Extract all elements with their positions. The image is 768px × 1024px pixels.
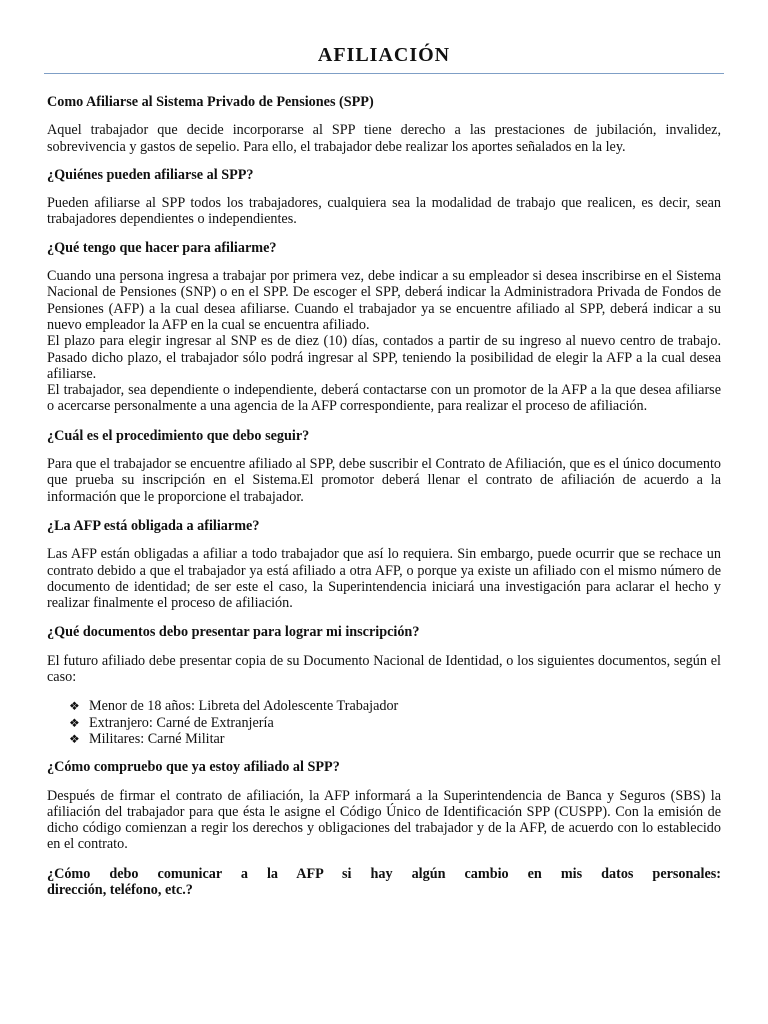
section-heading: ¿Cuál es el procedimiento que debo seguir? — [47, 427, 310, 444]
section-heading-continued: dirección, teléfono, etc.? — [47, 881, 193, 898]
list-item-text: Extranjero: Carné de Extranjería — [89, 714, 274, 731]
paragraph: El trabajador, sea dependiente o independiente, deberá contactarse con un promotor de la AFP a la que desea afiliarse o acercarse personalmente a una agencia de la AFP correspondiente, para realizar el proceso de afiliación. — [47, 382, 721, 415]
section-heading: Como Afiliarse al Sistema Privado de Pensiones (SPP) — [47, 94, 374, 110]
section-heading: ¿Quiénes pueden afiliarse al SPP? — [47, 166, 254, 183]
list-item-text: Menor de 18 años: Libreta del Adolescente Trabajador — [89, 698, 399, 715]
paragraph: Después de firmar el contrato de afiliación, la AFP informará a la Superintendencia de Banca y Seguros (SBS) la afiliación del trabajador para que ésta le asigne el Código Único de Identificación SPP (CUSPP). Con la emisión de dicho código comienzan a regir los derechos y obligaciones del trabajador y de la AFP, de acuerdo con lo establecido en el contrato. — [47, 787, 721, 853]
section-heading: ¿Qué documentos debo presentar para lograr mi inscripción? — [47, 624, 420, 641]
paragraph: El futuro afiliado debe presentar copia de su Documento Nacional de Identidad, o los siguientes documentos, según el caso: — [47, 652, 721, 686]
list-item-text: Militares: Carné Militar — [89, 730, 225, 747]
paragraph: Cuando una persona ingresa a trabajar por primera vez, debe indicar a su empleador si desea inscribirse en el Sistema Nacional de Pensiones (SNP) o en el SPP. De escoger el SPP, deberá indicar la Administradora Privada de Fondos de Pensiones (AFP) a la cual desea afiliarse. Cuando el trabajador ya se encuentre afiliado al SPP, deberá indicar a su nuevo empleador la AFP en la cual se encuentra afiliado. — [47, 268, 721, 333]
page-title: AFILIACIÓN — [317, 44, 451, 66]
section-heading: ¿Cómo compruebo que ya estoy afiliado al SPP? — [47, 759, 340, 776]
section-heading: ¿Qué tengo que hacer para afiliarme? — [47, 239, 277, 256]
document-body — [47, 94, 721, 898]
diamond-bullet-icon: ❖ — [69, 699, 80, 714]
paragraph: El plazo para elegir ingresar al SNP es de diez (10) días, contados a partir de su ingreso al nuevo centro de trabajo. Pasado dicho plazo, el trabajador sólo podrá ingresar al SPP, teniendo la posibilidad de elegir la AFP a la cual desea afiliarse. — [47, 333, 721, 382]
document-list — [69, 698, 721, 747]
diamond-bullet-icon: ❖ — [69, 715, 80, 730]
paragraph: Para que el trabajador se encuentre afiliado al SPP, debe suscribir el Contrato de Afiliación, que es el único documento que prueba su inscripción en el Sistema.El promotor deberá llenar el contrato de afiliación de acuerdo a la información que le proporcione el trabajador. — [47, 456, 721, 505]
paragraph: Aquel trabajador que decide incorporarse al SPP tiene derecho a las prestaciones de jubilación, invalidez, sobrevivencia y gastos de sepelio. Para ello, el trabajador debe realizar los aportes señalados en la ley. — [47, 122, 721, 155]
list-item — [69, 715, 721, 731]
diamond-bullet-icon: ❖ — [69, 731, 80, 746]
list-item — [69, 731, 721, 747]
list-item — [69, 698, 721, 714]
section-heading: ¿La AFP está obligada a afiliarme? — [47, 517, 260, 534]
section-heading: ¿Cómo debo comunicar a la AFP si hay algún cambio en mis datos personales: — [47, 865, 721, 882]
title-divider — [44, 73, 724, 74]
paragraph: Las AFP están obligadas a afiliar a todo trabajador que así lo requiera. Sin embargo, puede ocurrir que se rechace un contrato debido a que el trabajador ya está afiliado a otra AFP, o porque ya existe un afiliado con el mismo número de documento de identidad; de ser este el caso, la Superintendencia iniciará una investigación para aclarar el hecho y realizar finalmente el proceso de afiliación. — [47, 546, 721, 612]
paragraph: Pueden afiliarse al SPP todos los trabajadores, cualquiera sea la modalidad de trabajo que realicen, es decir, sean trabajadores dependientes o independientes. — [47, 195, 721, 228]
